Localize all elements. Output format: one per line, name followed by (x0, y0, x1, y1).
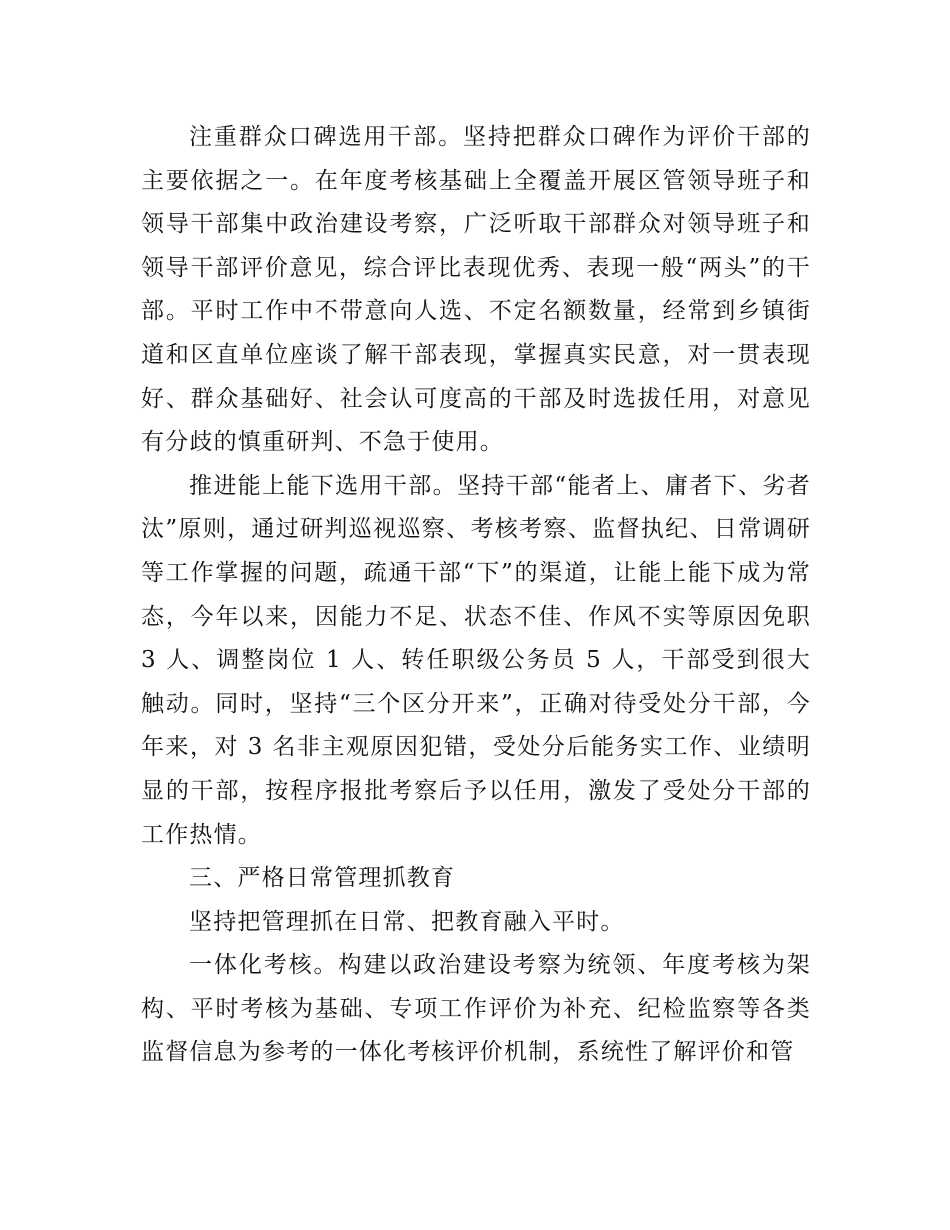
paragraph-integrated-assessment: 一体化考核。构建以政治建设考察为统领、年度考核为架构、平时考核为基础、专项工作评价为补充、纪检监察等各类监督信息为参考的一体化考核评价机制，系统性了解评价和管 (141, 952, 811, 1066)
paragraph-management-intro: 坚持把管理抓在日常、把教育融入平时。 (189, 908, 625, 935)
document-body (141, 116, 811, 1075)
paragraph-promotion-demotion: 推进能上能下选用干部。坚持干部“能者上、庸者下、劣者汰”原则，通过研判巡视巡察、考核考察、监督执纪、日常调研等工作掌握的问题，疏通干部“下”的渠道，让能上能下成为常态，今年以来，因能力不足、状态不佳、作风不实等原因免职 3 人、调整岗位 1 人、转任职级公务员 5 人，干部受到很大触动。同时，坚持“三个区分开来”，正确对待受处分干部，今年来，对 3 名非主观原因犯错，受处分后能务实工作、业绩明显的干部，按程序报批考察后予以任用，激发了受处分干部的工作热情。 (141, 472, 811, 848)
section-heading-daily-management: 三、严格日常管理抓教育 (189, 865, 456, 892)
paragraph-mass-reputation: 注重群众口碑选用干部。坚持把群众口碑作为评价干部的主要依据之一。在年度考核基础上全覆盖开展区管领导班子和领导干部集中政治建设考察，广泛听取干部群众对领导班子和领导干部评价意见，综合评比表现优秀、表现一般“两头”的干部。平时工作中不带意向人选、不定名额数量，经常到乡镇街道和区直单位座谈了解干部表现，掌握真实民意，对一贯表现好、群众基础好、社会认可度高的干部及时选拔任用，对意见有分歧的慎重研判、不急于使用。 (141, 124, 811, 456)
